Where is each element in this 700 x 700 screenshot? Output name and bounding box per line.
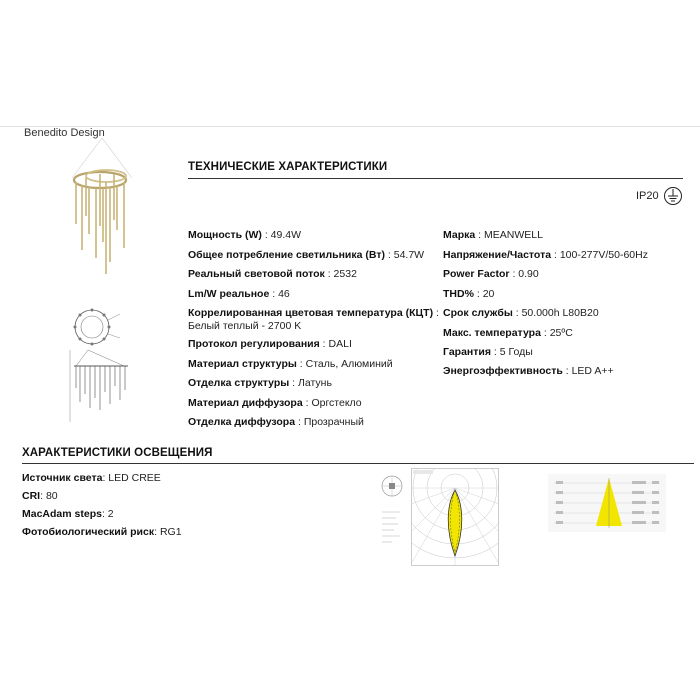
beam-angle-diagram [548,474,666,532]
spec-label: Мощность (W) [188,229,262,241]
spec-row-brand: Марка : MEANWELL [443,229,543,241]
spec-label: Напряжение/Частота [443,249,552,261]
ip-rating-label: IP20 [636,190,659,202]
spec-row-diffuser-finish: Отделка диффузора : Прозрачный [188,416,364,428]
spec-value: Латунь [297,377,332,389]
spec-label: Гарантия [443,346,491,358]
spec-row-warranty: Гарантия : 5 Годы [443,346,533,358]
spec-row-max-temperature: Макс. температура : 25ºC [443,327,573,339]
spec-label: Lm/W реальное [188,288,270,300]
tech-section-title: ТЕХНИЧЕСКИЕ ХАРАКТЕРИСТИКИ [188,161,388,173]
spec-label: Реальный световой поток [188,268,325,280]
spec-label: Материал структуры [188,358,297,370]
spec-row-structure-finish: Отделка структуры : Латунь [188,377,332,389]
polar-light-distribution-diagram [411,468,499,566]
lighting-section-divider [22,463,694,464]
spec-label: Общее потребление светильника (Вт) [188,249,385,261]
spec-row-structure-material: Материал структуры : Сталь, Алюминий [188,358,393,370]
spec-row-lifetime: Срок службы : 50.000h L80B20 [443,307,599,319]
spec-label: CRI [22,490,41,502]
spec-row-diffuser-material: Материал диффузора : Оргстекло [188,397,362,409]
fixture-illustration [62,138,140,440]
spec-row-cct: Коррелированная цветовая температура (КЦТ) : [188,307,439,319]
spec-value: 0.90 [518,268,539,280]
spec-value: 2 [107,508,114,520]
spec-label: Коррелированная цветовая температура (КЦТ) [188,307,434,319]
spec-value: 80 [45,490,58,502]
mounting-position-diagram [380,468,410,552]
spec-value: Сталь, Алюминий [305,358,393,370]
spec-value: LED CREE [108,472,161,484]
spec-value: RG1 [159,526,182,538]
spec-row-power: Мощность (W) : 49.4W [188,229,302,241]
spec-value: 2532 [333,268,357,280]
spec-label: Отделка структуры [188,377,290,389]
spec-value: 46 [278,288,290,300]
ground-symbol-icon [663,186,683,206]
spec-label: Материал диффузора [188,397,303,409]
spec-row-total-consumption: Общее потребление светильника (Вт) : 54.7W [188,249,425,261]
brand-name: Benedito Design [24,127,105,139]
light-row-source: Источник света: LED CREE [22,472,161,484]
spec-label: Источник света [22,472,103,484]
spec-value-cct: Белый теплый - 2700 K [188,320,302,332]
spec-value: MEANWELL [484,229,543,241]
spec-value: 100-277V/50-60Hz [559,249,648,261]
spec-row-voltage: Напряжение/Частота : 100-277V/50-60Hz [443,249,648,261]
spec-row-dimming-protocol: Протокол регулирования : DALI [188,338,352,350]
spec-label: Протокол регулирования [188,338,320,350]
spec-value: 20 [482,288,495,300]
tech-section-divider [188,178,683,179]
ip-rating-badge [636,186,683,206]
spec-row-power-factor: Power Factor : 0.90 [443,268,539,280]
spec-row-thd: THD% : 20 [443,288,495,300]
spec-label: THD% [443,288,474,300]
spec-value: 49.4W [270,229,302,241]
spec-label: Power Factor [443,268,510,280]
spec-row-luminous-flux: Реальный световой поток : 2532 [188,268,357,280]
spec-value: DALI [328,338,352,350]
spec-label: Марка [443,229,476,241]
spec-row-efficacy: Lm/W реальное : 46 [188,288,290,300]
light-row-macadam: MacAdam steps: 2 [22,508,114,520]
spec-value: 5 Годы [499,346,533,358]
spec-value: Оргстекло [311,397,362,409]
spec-label: Макс. температура [443,327,541,339]
spec-label: Отделка диффузора [188,416,296,428]
spec-value: 50.000h L80B20 [521,307,599,319]
spec-label: Энергоэффективность [443,365,563,377]
lighting-section-title: ХАРАКТЕРИСТИКИ ОСВЕЩЕНИЯ [22,447,213,459]
spec-label: Срок службы [443,307,513,319]
header-divider [0,126,700,127]
spec-value: LED A++ [571,365,614,377]
spec-row-energy-class: Энергоэффективность : LED A++ [443,365,614,377]
spec-value: 25ºC [549,327,573,339]
light-row-photobiological-risk: Фотобиологический риск: RG1 [22,526,182,538]
spec-value: 54.7W [393,249,425,261]
spec-label: MacAdam steps [22,508,102,520]
light-row-cri: CRI: 80 [22,490,58,502]
spec-value: Прозрачный [303,416,364,428]
spec-label: Фотобиологический риск [22,526,155,538]
